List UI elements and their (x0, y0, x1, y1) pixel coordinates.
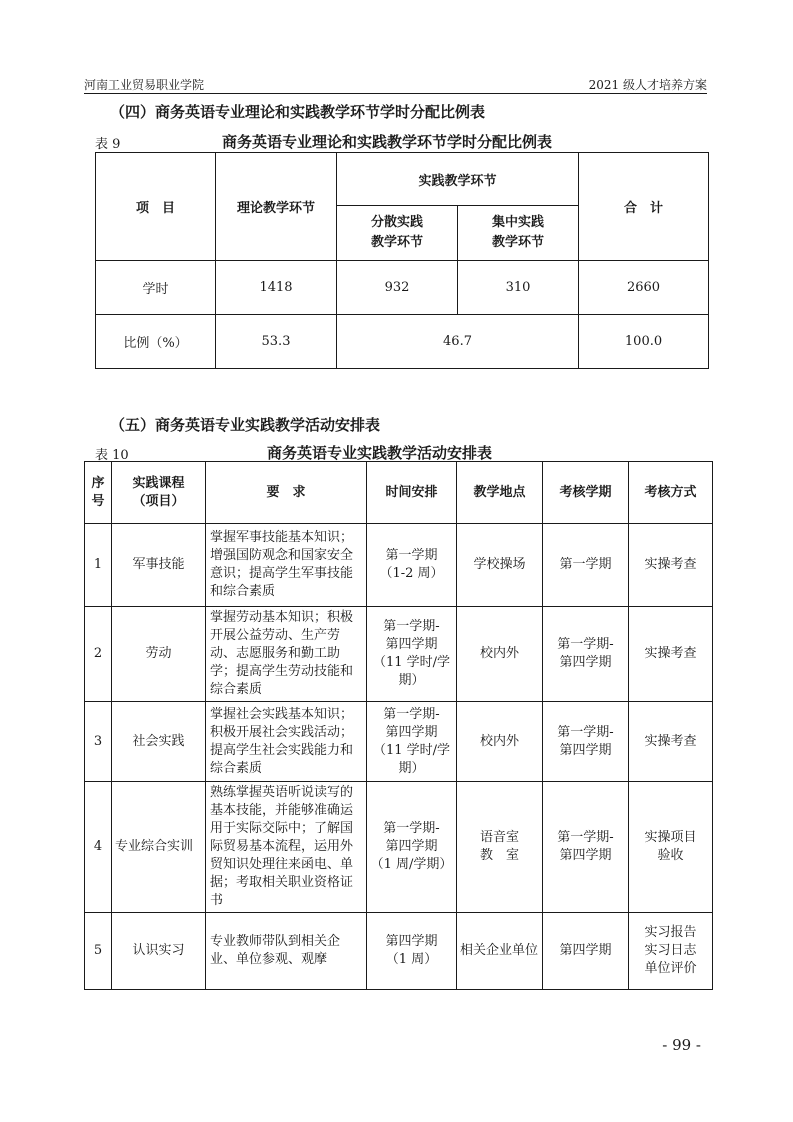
ratio-total: 100.0 (579, 315, 709, 369)
row-term: 第四学期 (543, 913, 629, 990)
table-9-number: 表 9 (95, 137, 121, 152)
row-time: 第一学期- 第四学期 （1 周/学期） (367, 782, 457, 913)
section-5-title: （五）商务英语专业实践教学活动安排表 (110, 416, 381, 434)
section-4-title: （四）商务英语专业理论和实践教学环节学时分配比例表 (110, 103, 486, 121)
header-theory: 理论教学环节 (216, 153, 337, 261)
header-place: 教学地点 (457, 462, 543, 524)
row-place: 学校操场 (457, 524, 543, 607)
header-term: 考核学期 (543, 462, 629, 524)
table-10-number: 表 10 (95, 448, 129, 463)
row-time: 第四学期 （1 周） (367, 913, 457, 990)
header-concentrated: 集中实践 教学环节 (458, 206, 579, 261)
row-requirements: 专业教师带队到相关企业、单位参观、观摩 (206, 913, 367, 990)
header-requirements: 要 求 (206, 462, 367, 524)
hours-total: 2660 (579, 261, 709, 315)
row-term: 第一学期 (543, 524, 629, 607)
row-no: 2 (85, 607, 112, 702)
table-9-caption: 商务英语专业理论和实践教学环节学时分配比例表 (222, 133, 553, 151)
row-course: 专业综合实训 (112, 782, 206, 913)
row-time: 第一学期- 第四学期 （11 学时/学 期） (367, 702, 457, 782)
table-10 (84, 461, 713, 990)
header-practice: 实践教学环节 (337, 153, 579, 206)
row-place: 相关企业单位 (457, 913, 543, 990)
row-course: 军事技能 (112, 524, 206, 607)
table-9 (95, 152, 709, 369)
ratio-label: 比例（%） (96, 315, 216, 369)
header-course: 实践课程 （项目） (112, 462, 206, 524)
row-term: 第一学期- 第四学期 (543, 607, 629, 702)
row-no: 5 (85, 913, 112, 990)
header-time: 时间安排 (367, 462, 457, 524)
header-rule (84, 93, 707, 94)
table-row (85, 607, 713, 702)
table-row-hours (96, 261, 709, 315)
row-requirements: 掌握劳动基本知识；积极开展公益劳动、生产劳动、志愿服务和勤工助学；提高学生劳动技能和综合素质 (206, 607, 367, 702)
row-method: 实操考查 (629, 702, 713, 782)
header-dispersed: 分散实践 教学环节 (337, 206, 458, 261)
page-number: - 99 - (662, 1036, 701, 1054)
table-row (85, 913, 713, 990)
hours-label: 学时 (96, 261, 216, 315)
hours-concentrated: 310 (458, 261, 579, 315)
ratio-theory: 53.3 (216, 315, 337, 369)
row-time: 第一学期 （1-2 周） (367, 524, 457, 607)
row-time: 第一学期- 第四学期 （11 学时/学 期） (367, 607, 457, 702)
ratio-practice: 46.7 (337, 315, 579, 369)
header-document-title: 2021 级人才培养方案 (588, 78, 707, 92)
table-row (85, 702, 713, 782)
row-place: 语音室 教 室 (457, 782, 543, 913)
row-place: 校内外 (457, 702, 543, 782)
row-course: 劳动 (112, 607, 206, 702)
hours-theory: 1418 (216, 261, 337, 315)
row-no: 4 (85, 782, 112, 913)
header-method: 考核方式 (629, 462, 713, 524)
header-no: 序 号 (85, 462, 112, 524)
row-course: 认识实习 (112, 913, 206, 990)
row-no: 1 (85, 524, 112, 607)
row-no: 3 (85, 702, 112, 782)
table-row (85, 782, 713, 913)
header-item: 项 目 (96, 153, 216, 261)
row-requirements: 掌握社会实践基本知识；积极开展社会实践活动；提高学生社会实践能力和综合素质 (206, 702, 367, 782)
row-method: 实操项目 验收 (629, 782, 713, 913)
table-row (85, 524, 713, 607)
row-term: 第一学期- 第四学期 (543, 702, 629, 782)
row-requirements: 熟练掌握英语听说读写的基本技能，并能够准确运用于实际交际中；了解国际贸易基本流程，运用外贸知识处理往来函电、单据；考取相关职业资格证书 (206, 782, 367, 913)
table-10-caption: 商务英语专业实践教学活动安排表 (267, 444, 493, 462)
row-requirements: 掌握军事技能基本知识；增强国防观念和国家安全意识；提高学生军事技能和综合素质 (206, 524, 367, 607)
header-school-name: 河南工业贸易职业学院 (84, 78, 205, 92)
hours-dispersed: 932 (337, 261, 458, 315)
row-place: 校内外 (457, 607, 543, 702)
row-method: 实习报告 实习日志 单位评价 (629, 913, 713, 990)
table-row-ratio (96, 315, 709, 369)
header-total: 合 计 (579, 153, 709, 261)
row-method: 实操考查 (629, 607, 713, 702)
row-course: 社会实践 (112, 702, 206, 782)
row-method: 实操考查 (629, 524, 713, 607)
row-term: 第一学期- 第四学期 (543, 782, 629, 913)
